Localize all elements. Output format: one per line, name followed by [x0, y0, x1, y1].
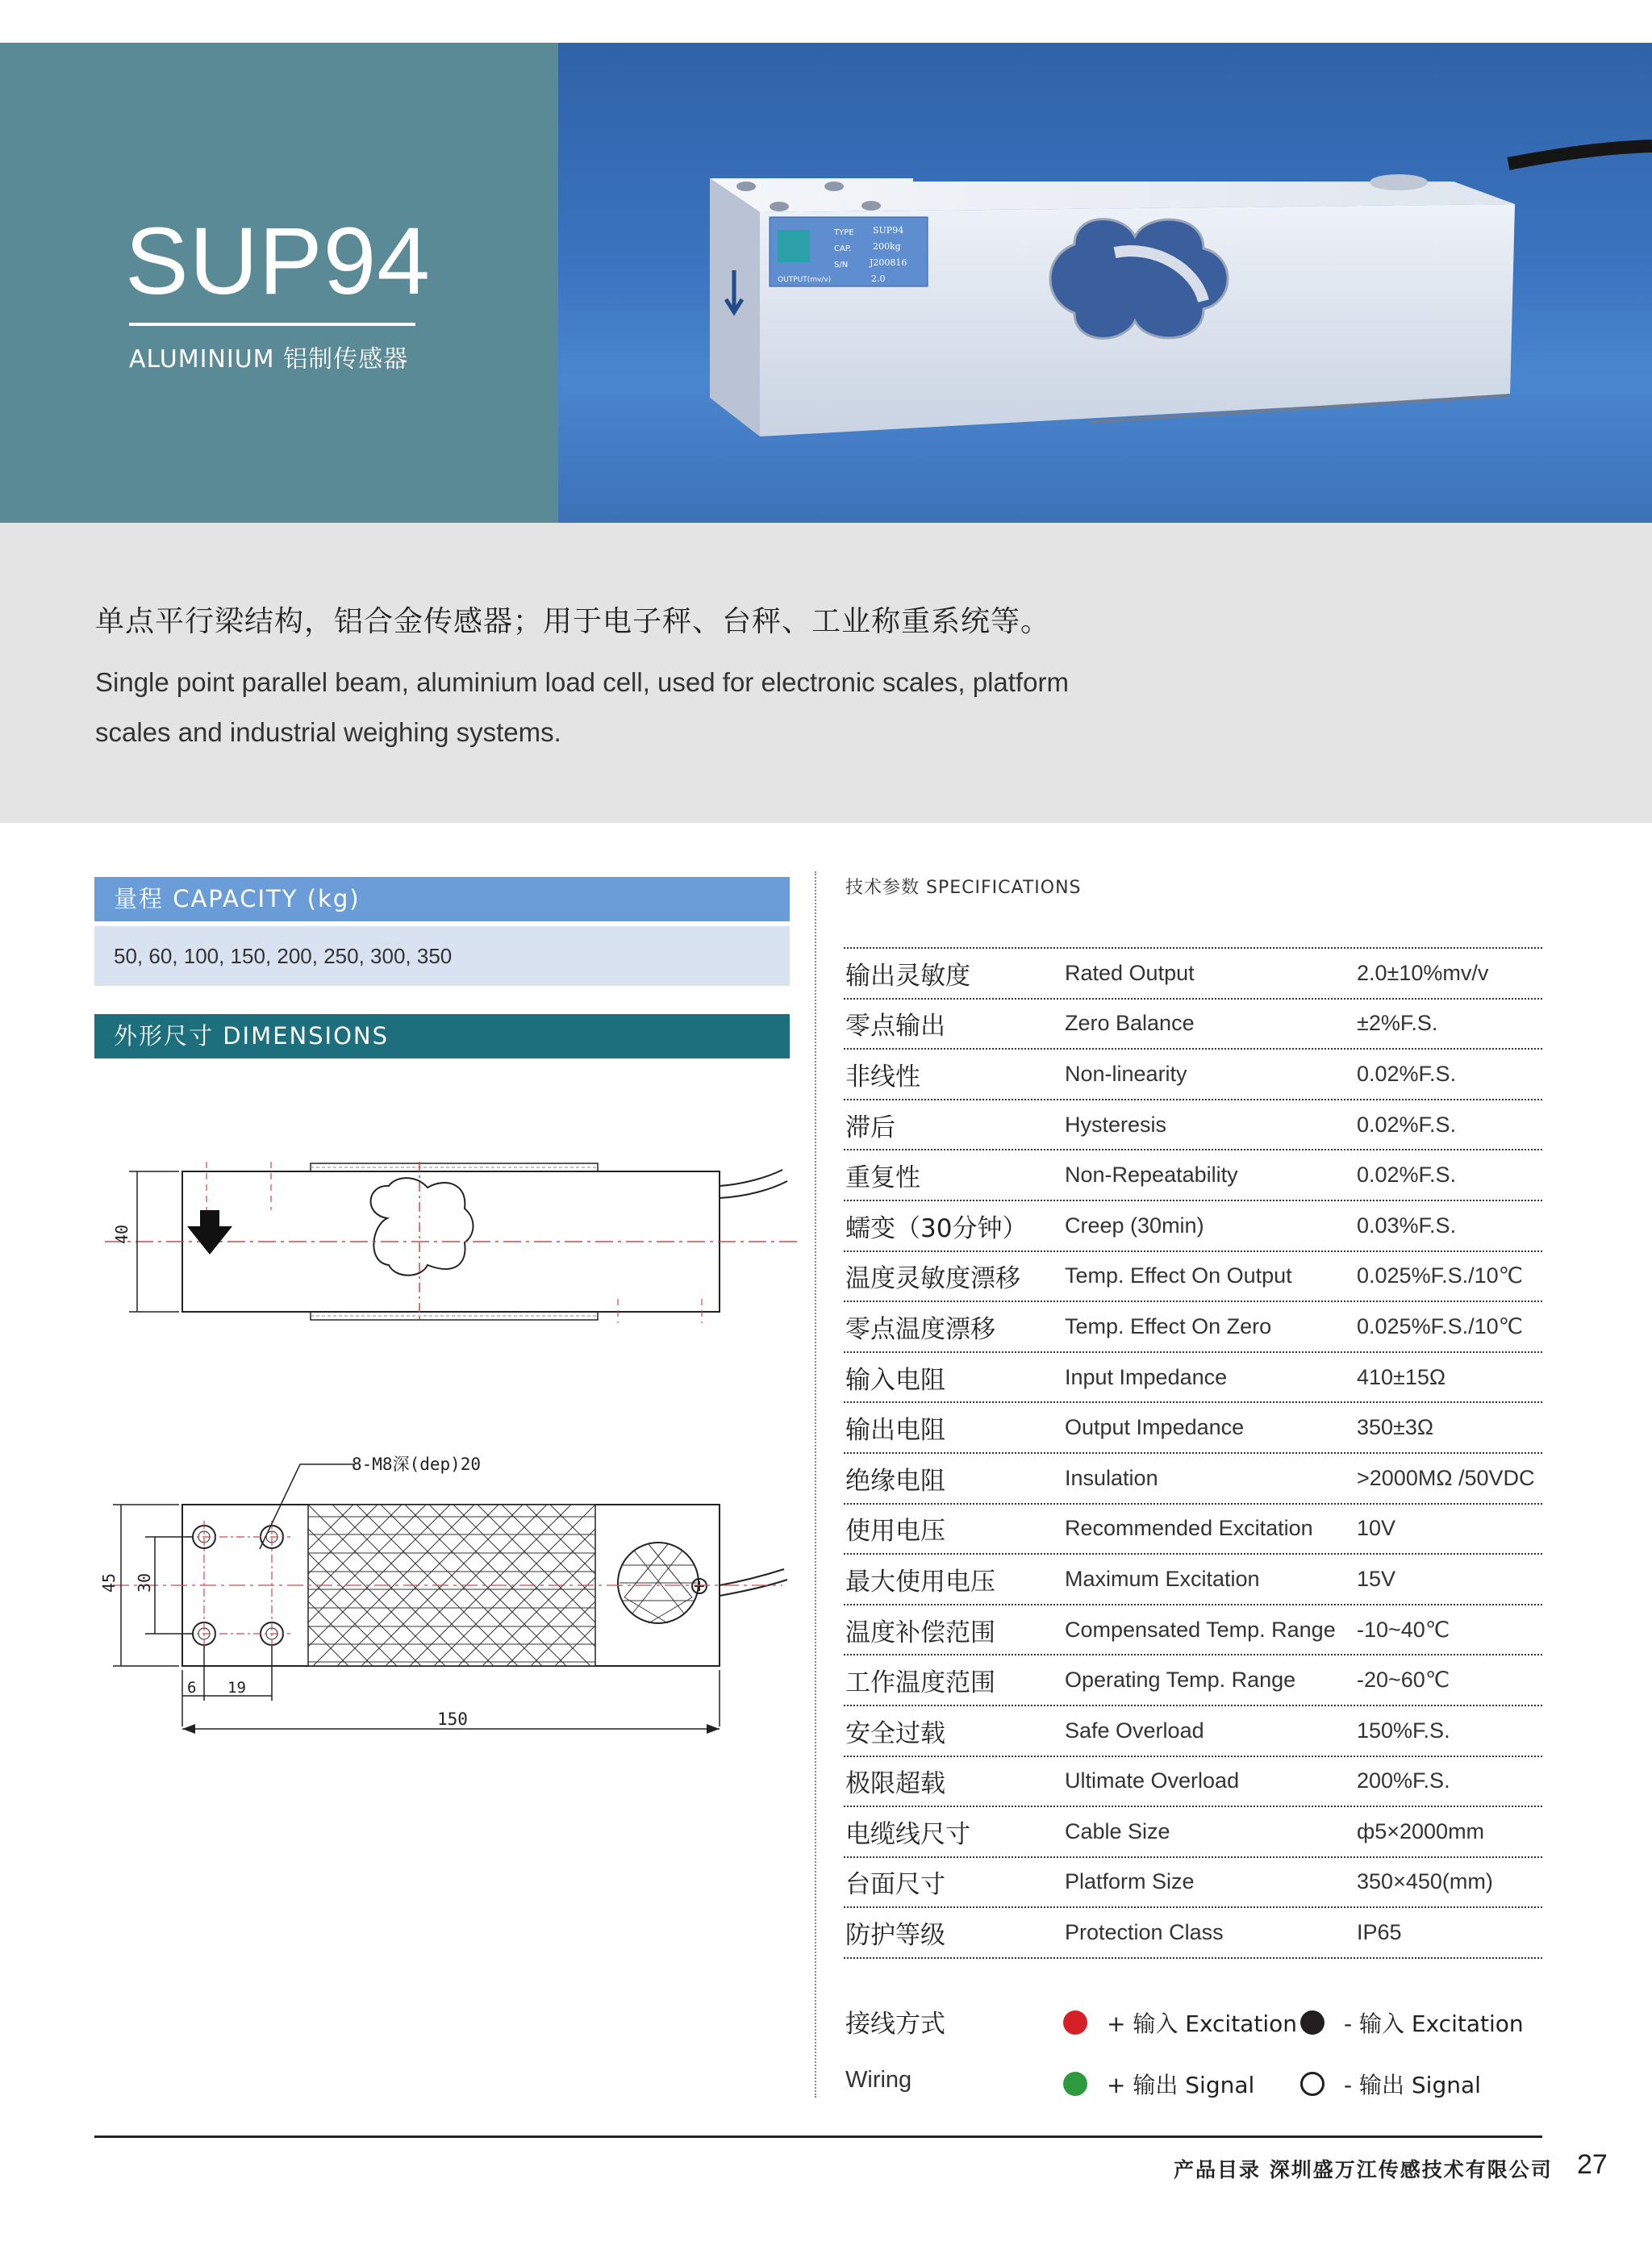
wiring-label-cn: 接线方式 — [845, 2010, 945, 2039]
spec-en: Protection Class — [1065, 1920, 1224, 1945]
label-sn-key: S/N — [834, 261, 849, 269]
wire-signal-minus — [1300, 2068, 1481, 2100]
column-divider — [815, 871, 816, 2098]
spec-en: Output Impedance — [1065, 1415, 1245, 1440]
title-underline — [129, 323, 415, 326]
label-type-val: SUP94 — [873, 225, 904, 236]
spec-cn: 零点温度漂移 — [845, 1314, 995, 1344]
intro-chinese: 单点平行梁结构，铝合金传感器；用于电子秤、台秤、工业称重系统等。 — [95, 605, 1051, 638]
spec-row — [844, 1454, 1542, 1505]
spec-cn: 安全过载 — [845, 1718, 945, 1748]
specs-title: 技术参数 SPECIFICATIONS — [845, 878, 1082, 898]
spec-row — [844, 949, 1542, 1000]
wire-text: + 输入 Excitation — [1107, 2010, 1297, 2037]
side-view — [105, 1162, 799, 1323]
dimension-drawings — [89, 1113, 799, 1759]
dim-offset-a: 6 — [187, 1679, 197, 1697]
white-dot-icon — [1300, 2072, 1325, 2096]
spec-en: Creep (30min) — [1065, 1213, 1204, 1238]
spec-cn: 输出灵敏度 — [845, 961, 970, 991]
wire-text: - 输出 Signal — [1344, 2072, 1481, 2098]
spec-en: Safe Overload — [1065, 1718, 1204, 1743]
spec-en: Operating Temp. Range — [1065, 1668, 1296, 1693]
spec-cn: 工作温度范围 — [845, 1668, 995, 1698]
green-dot-icon — [1063, 2072, 1087, 2096]
capacity-values: 50, 60, 100, 150, 200, 250, 300, 350 — [94, 926, 790, 986]
spec-cn: 零点输出 — [845, 1012, 945, 1042]
spec-cn: 温度补偿范围 — [845, 1618, 995, 1647]
dim-height-top: 45 — [99, 1572, 119, 1593]
thread-note: 8-M8深(dep)20 — [352, 1455, 482, 1474]
spec-en: Non-Repeatability — [1065, 1163, 1238, 1188]
spec-cn: 重复性 — [845, 1163, 920, 1193]
spec-value: -20~60℃ — [1357, 1668, 1450, 1693]
top-view — [99, 1455, 787, 1734]
label-cap-key: CAP. — [834, 244, 852, 253]
spec-row — [844, 1403, 1542, 1454]
wire-signal-plus — [1063, 2068, 1254, 2100]
spec-value: 0.025%F.S./10℃ — [1357, 1263, 1523, 1288]
spec-value: 350±3Ω — [1357, 1415, 1434, 1440]
spec-value: 15V — [1357, 1566, 1396, 1591]
spec-en: Cable Size — [1065, 1818, 1170, 1843]
dim-offset-b: 19 — [227, 1679, 246, 1697]
spec-en: Recommended Excitation — [1065, 1516, 1313, 1541]
label-out-val: 2.0 — [871, 273, 886, 284]
spec-row — [844, 1757, 1542, 1808]
wire-text: + 输出 Signal — [1107, 2072, 1255, 2098]
capacity-header: 量程 CAPACITY (kg) — [94, 877, 790, 921]
spec-value: IP65 — [1357, 1920, 1402, 1945]
wire-excitation-plus — [1063, 2006, 1297, 2039]
spec-value: 0.02%F.S. — [1357, 1163, 1457, 1188]
spec-row — [844, 1555, 1542, 1605]
spec-en: Temp. Effect On Zero — [1065, 1313, 1272, 1338]
spec-value: 0.02%F.S. — [1357, 1061, 1457, 1086]
spec-row — [844, 1706, 1542, 1757]
spec-en: Rated Output — [1065, 960, 1195, 985]
spec-en: Hysteresis — [1065, 1112, 1167, 1137]
spec-en: Temp. Effect On Output — [1065, 1263, 1292, 1288]
spec-value: >2000MΩ /50VDC — [1357, 1465, 1535, 1490]
specs-table — [844, 947, 1542, 1959]
spec-cn: 使用电压 — [845, 1517, 945, 1547]
black-dot-icon — [1300, 2010, 1325, 2035]
label-out-key: OUTPUT(mv/v) — [778, 276, 832, 284]
spec-value: 200%F.S. — [1357, 1768, 1450, 1793]
spec-row — [844, 1505, 1542, 1555]
spec-en: Maximum Excitation — [1065, 1566, 1260, 1591]
spec-row — [844, 1655, 1542, 1706]
model-subtitle: ALUMINIUM 铝制传感器 — [129, 345, 409, 374]
spec-value: ±2%F.S. — [1357, 1011, 1438, 1036]
spec-cn: 输出电阻 — [845, 1416, 945, 1446]
spec-row — [844, 1201, 1542, 1252]
footer-text: 产品目录 深圳盛万江传感技术有限公司 — [1174, 2158, 1553, 2181]
wiring-label-en: Wiring — [845, 2067, 912, 2093]
page-number: 27 — [1577, 2149, 1608, 2180]
product-photo — [558, 43, 1652, 523]
spec-row — [844, 1605, 1542, 1656]
spec-row — [844, 1353, 1542, 1404]
spec-row — [844, 1100, 1542, 1151]
dim-hole-span: 30 — [135, 1572, 154, 1593]
spec-value: 150%F.S. — [1357, 1718, 1450, 1743]
label-type-key: TYPE — [834, 228, 854, 237]
spec-en: Non-linearity — [1065, 1061, 1187, 1086]
footer-rule — [94, 2136, 1542, 2138]
spec-value: 10V — [1357, 1516, 1396, 1541]
load-cell-illustration — [558, 43, 1652, 523]
spec-cn: 蠕变（30分钟） — [845, 1213, 1028, 1243]
model-title: SUP94 — [125, 208, 431, 315]
label-cap-val: 200kg — [873, 241, 901, 252]
spec-en: Zero Balance — [1065, 1011, 1195, 1036]
spec-value: ф5×2000mm — [1357, 1818, 1485, 1843]
label-sn-val: J200816 — [870, 257, 907, 268]
spec-row — [844, 1150, 1542, 1201]
spec-cn: 滞后 — [845, 1113, 895, 1142]
wire-excitation-minus — [1300, 2006, 1524, 2039]
spec-row — [844, 1908, 1542, 1959]
spec-en: Input Impedance — [1065, 1364, 1228, 1389]
dim-height-side: 40 — [112, 1224, 131, 1244]
spec-value: -10~40℃ — [1357, 1617, 1450, 1642]
spec-cn: 温度灵敏度漂移 — [845, 1264, 1020, 1294]
spec-row — [844, 1858, 1542, 1909]
spec-value: 0.03%F.S. — [1357, 1213, 1457, 1238]
spec-cn: 输入电阻 — [845, 1365, 945, 1395]
spec-cn: 最大使用电压 — [845, 1567, 995, 1597]
spec-cn: 极限超载 — [845, 1769, 945, 1799]
spec-value: 0.025%F.S./10℃ — [1357, 1313, 1523, 1338]
spec-en: Ultimate Overload — [1065, 1768, 1240, 1793]
spec-value: 0.02%F.S. — [1357, 1112, 1457, 1137]
spec-cn: 防护等级 — [845, 1921, 945, 1951]
spec-value: 2.0±10%mv/v — [1357, 960, 1489, 985]
spec-value: 350×450(mm) — [1357, 1869, 1493, 1894]
dimensions-header: 外形尺寸 DIMENSIONS — [94, 1014, 790, 1058]
wire-text: - 输入 Excitation — [1344, 2010, 1524, 2037]
spec-en: Insulation — [1065, 1465, 1158, 1490]
spec-row — [844, 1000, 1542, 1050]
spec-cn: 台面尺寸 — [845, 1870, 945, 1900]
dim-length: 150 — [437, 1710, 468, 1729]
spec-cn: 绝缘电阻 — [845, 1466, 945, 1496]
spec-row — [844, 1050, 1542, 1100]
spec-row — [844, 1302, 1542, 1353]
intro-english: Single point parallel beam, aluminium load cell, used for electronic scales, platform scales and industrial weighing systems. — [95, 667, 1069, 747]
spec-row — [844, 1252, 1542, 1303]
spec-row — [844, 1807, 1542, 1858]
spec-cn: 非线性 — [845, 1062, 920, 1092]
spec-en: Platform Size — [1065, 1869, 1195, 1894]
spec-value: 410±15Ω — [1357, 1364, 1446, 1389]
red-dot-icon — [1063, 2010, 1087, 2035]
spec-cn: 电缆线尺寸 — [845, 1819, 970, 1849]
spec-en: Compensated Temp. Range — [1065, 1617, 1336, 1642]
